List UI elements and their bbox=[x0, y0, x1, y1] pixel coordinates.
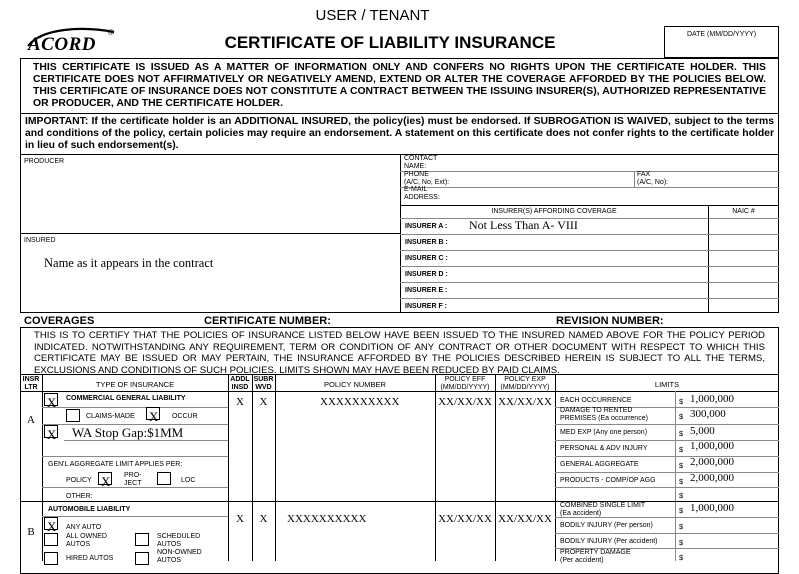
gl-subr-wvd: X bbox=[259, 396, 268, 408]
limit-label: BODILY INJURY (Per person) bbox=[560, 522, 653, 529]
currency-sign: $ bbox=[679, 429, 684, 438]
all-owned-label: ALL OWNED AUTOS bbox=[66, 533, 107, 548]
currency-sign: $ bbox=[679, 461, 684, 470]
type-header: TYPE OF INSURANCE bbox=[95, 380, 175, 389]
insurer-e-label: INSURER E : bbox=[405, 287, 448, 294]
limit-label: MED EXP (Any one person) bbox=[560, 429, 648, 436]
limits-header: LIMITS bbox=[654, 380, 680, 389]
coverages-statement-box bbox=[20, 327, 779, 375]
logo-text: ACORD bbox=[28, 34, 96, 55]
important-text: IMPORTANT: If the certificate holder is an ADDITIONAL INSURED, the policy(ies) must be endorsed. If SUBROGATION IS WAIVED, subject to the terms and conditions of the policy, certain policies may require an endorsement. A statement on this certificate does not confer rights to the certificate holder in lieu of such endorsement(s). bbox=[25, 116, 774, 151]
notice-text: THIS CERTIFICATE IS ISSUED AS A MATTER OF INFORMATION ONLY AND CONFERS NO RIGHTS UPON THE CERTIFICATE HOLDER. THIS CERTIFICATE DOES NOT AFFIRMATIVELY OR NEGATIVELY AMEND, EXTEND OR ALTER THE COVERAGE AFFORDED BY THE POLICIES BELOW. THIS CERTIFICATE OF INSURANCE DOES NOT CONSTITUTE A CONTRACT BETWEEN THE ISSUING INSURER(S), AUTHORIZED REPRESENTATIVE OR PRODUCER, AND THE CERTIFICATE HOLDER. bbox=[33, 62, 766, 109]
limit-label: PERSONAL & ADV INJURY bbox=[560, 445, 648, 452]
limit-label: DAMAGE TO RENTED PREMISES (Ea occurrence) bbox=[560, 407, 648, 422]
auto-policy-eff: XX/XX/XX bbox=[438, 513, 492, 525]
limit-label: GENERAL AGGREGATE bbox=[560, 461, 639, 468]
auto-title: AUTOMOBILE LIABILITY bbox=[48, 506, 131, 513]
policy-number-header: POLICY NUMBER bbox=[324, 380, 386, 389]
loc-label: LOC bbox=[181, 477, 196, 484]
insurer-a-label: INSURER A : bbox=[405, 223, 448, 230]
gl-policy-exp: XX/XX/XX bbox=[498, 396, 552, 408]
limit-value: 1,000,000 bbox=[690, 393, 734, 405]
currency-sign: $ bbox=[679, 445, 684, 454]
insurer-f-label: INSURER F : bbox=[405, 303, 447, 310]
hired-autos-checkbox[interactable] bbox=[44, 552, 58, 565]
any-auto-check-mark: X bbox=[47, 519, 57, 534]
stop-gap-text: WA Stop Gap:$1MM bbox=[72, 425, 184, 440]
limit-value: 1,000,000 bbox=[690, 440, 734, 452]
policy-label: POLICY bbox=[66, 477, 92, 484]
insurer-d-label: INSURER D : bbox=[405, 271, 448, 278]
certificate-number-label: CERTIFICATE NUMBER: bbox=[204, 315, 331, 327]
limit-label: COMBINED SINGLE LIMIT (Ea accident) bbox=[560, 502, 646, 517]
limit-label: PROPERTY DAMAGE (Per accident) bbox=[560, 549, 631, 564]
occur-label: OCCUR bbox=[172, 413, 198, 420]
occur-check-mark: X bbox=[149, 409, 159, 424]
all-owned-checkbox[interactable] bbox=[44, 533, 58, 546]
scheduled-label: SCHEDULED AUTOS bbox=[157, 533, 201, 548]
insurer-c-label: INSURER C : bbox=[405, 255, 448, 262]
auto-subr-wvd: X bbox=[259, 513, 268, 525]
date-label: DATE (MM/DD/YYYY) bbox=[686, 31, 757, 38]
gl-insurer-letter: A bbox=[27, 414, 35, 426]
claims-made-checkbox[interactable] bbox=[66, 409, 80, 422]
limit-value: 5,000 bbox=[690, 425, 715, 437]
subr-header: SUBR WVD bbox=[253, 376, 274, 391]
currency-sign: $ bbox=[679, 397, 684, 406]
revision-number-label: REVISION NUMBER: bbox=[556, 315, 664, 327]
any-auto-label: ANY AUTO bbox=[66, 524, 102, 531]
coverages-label: COVERAGES bbox=[24, 315, 95, 327]
limit-label: EACH OCCURRENCE bbox=[560, 397, 632, 404]
insured-name: Name as it appears in the contract bbox=[44, 256, 214, 270]
phone-label: PHONE (A/C, No, Ext): bbox=[404, 171, 450, 186]
insr-ltr-header: INSR LTR bbox=[22, 376, 40, 391]
policy-check-mark: X bbox=[101, 474, 111, 489]
gl-policy-eff: XX/XX/XX bbox=[438, 396, 492, 408]
currency-sign: $ bbox=[679, 522, 684, 531]
contact-name-label: CONTACT NAME: bbox=[404, 155, 438, 170]
limit-label: PRODUCTS - COMP/OP AGG bbox=[560, 477, 656, 484]
currency-sign: $ bbox=[679, 538, 684, 547]
limit-value: 2,000,000 bbox=[690, 456, 734, 468]
stop-gap-checkbox[interactable] bbox=[44, 425, 58, 442]
producer-label: PRODUCER bbox=[24, 158, 65, 165]
naic-header: NAIC # bbox=[732, 208, 755, 215]
claims-made-label: CLAIMS-MADE bbox=[86, 413, 135, 420]
non-owned-label: NON-OWNED AUTOS bbox=[157, 549, 202, 564]
addl-header: ADDL INSD bbox=[230, 376, 250, 391]
coverages-statement: THIS IS TO CERTIFY THAT THE POLICIES OF INSURANCE LISTED BELOW HAVE BEEN ISSUED TO THE INSURED NAMED ABOVE FOR THE POLICY PERIOD INDICATED. NOTWITHSTANDING ANY REQUIREMENT, TERM OR CONDITION OF ANY CONTRACT OR OTHER DOCUMENT WITH RESPECT TO WHICH THIS CERTIFICATE MAY BE ISSUED OR MAY PERTAIN, THE INSURANCE AFFORDED BY THE POLICIES DESCRIBED HEREIN IS SUBJECT TO ALL THE TERMS, EXCLUSIONS AND CONDITIONS OF SUCH POLICIES. LIMITS SHOWN MAY HAVE BEEN REDUCED BY PAID CLAIMS. bbox=[34, 330, 765, 376]
agg-applies-label: GEN'L AGGREGATE LIMIT APPLIES PER: bbox=[48, 461, 183, 468]
gl-policy-number: XXXXXXXXXX bbox=[320, 396, 400, 408]
top-title: USER / TENANT bbox=[315, 7, 430, 24]
insurers-header: INSURER(S) AFFORDING COVERAGE bbox=[491, 208, 617, 215]
gl-title: COMMERCIAL GENERAL LIABILITY bbox=[66, 395, 186, 402]
stop-gap-check-mark: X bbox=[47, 427, 57, 442]
limit-value: 1,000,000 bbox=[690, 502, 734, 514]
auto-addl-insd: X bbox=[236, 513, 244, 525]
occur-checkbox[interactable] bbox=[146, 407, 160, 424]
insurer-b-label: INSURER B : bbox=[405, 239, 448, 246]
gl-check-mark: X bbox=[47, 395, 57, 410]
acord-logo bbox=[22, 24, 122, 60]
auto-policy-exp: XX/XX/XX bbox=[498, 513, 552, 525]
currency-sign: $ bbox=[679, 506, 684, 515]
currency-sign: $ bbox=[679, 491, 684, 500]
insurer-a-value: Not Less Than A- VIII bbox=[469, 218, 578, 232]
loc-checkbox[interactable] bbox=[157, 472, 171, 485]
other-label: OTHER: bbox=[66, 493, 93, 500]
hired-autos-label: HIRED AUTOS bbox=[66, 555, 114, 562]
currency-sign: $ bbox=[679, 553, 684, 562]
auto-insurer-letter: B bbox=[27, 526, 35, 538]
any-auto-checkbox[interactable] bbox=[44, 517, 58, 534]
policy-checkbox[interactable] bbox=[98, 472, 112, 489]
gl-checkbox[interactable] bbox=[44, 393, 58, 410]
policy-eff-header: POLICY EFF (MM/DD/YYYY) bbox=[440, 376, 490, 391]
logo-registered-mark: ® bbox=[108, 28, 114, 37]
limit-label: BODILY INJURY (Per accident) bbox=[560, 538, 658, 545]
insured-label: INSURED bbox=[24, 237, 56, 244]
notice-box bbox=[20, 58, 779, 114]
limit-value: 300,000 bbox=[690, 408, 726, 420]
currency-sign: $ bbox=[679, 412, 684, 421]
currency-sign: $ bbox=[679, 477, 684, 486]
non-owned-checkbox[interactable] bbox=[135, 552, 149, 565]
email-label: E-MAIL ADDRESS: bbox=[404, 186, 440, 201]
limit-value: 2,000,000 bbox=[690, 472, 734, 484]
scheduled-checkbox[interactable] bbox=[135, 533, 149, 546]
policy-exp-header: POLICY EXP (MM/DD/YYYY) bbox=[500, 376, 550, 391]
project-label: PRO- JECT bbox=[124, 472, 142, 487]
page-title: CERTIFICATE OF LIABILITY INSURANCE bbox=[224, 33, 556, 52]
important-box bbox=[20, 113, 779, 155]
auto-policy-number: XXXXXXXXXX bbox=[287, 513, 367, 525]
fax-label: FAX (A/C, No): bbox=[637, 171, 669, 186]
date-box bbox=[664, 26, 779, 58]
gl-addl-insd: X bbox=[236, 396, 244, 408]
